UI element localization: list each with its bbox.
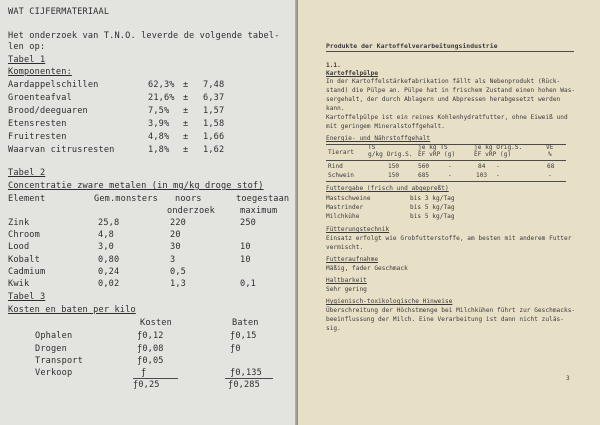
tabel2-gem: 0,02	[98, 279, 120, 289]
th-je-kg-ts: je kg TS	[418, 144, 448, 151]
tabel2-element: Lood	[8, 242, 30, 252]
tabel3-kosten: ƒ0,05	[137, 356, 164, 366]
tabel1-val: 6,37	[203, 93, 225, 103]
tabel1-pct: 4,8%	[148, 132, 170, 142]
tabel2-max: 10	[240, 255, 251, 265]
tabel1-val: 1,66	[203, 132, 225, 142]
baten-sum-line	[225, 378, 273, 379]
row-vrp2: -	[496, 163, 500, 170]
th-ve-unit: %	[548, 151, 552, 158]
th-ts: TS	[368, 144, 376, 151]
tabel3-total-kosten: ƒ0,25	[133, 380, 160, 390]
tabel1-name: Fruitresten	[8, 132, 67, 142]
table-head-rule	[326, 160, 566, 161]
tabel2-noors: 220	[170, 218, 186, 228]
table-bottom-rule	[326, 181, 566, 182]
futter-tier: Mastrinder	[326, 204, 364, 211]
tabel2-element: Chroom	[8, 230, 40, 240]
tabel2-gem: 25,8	[98, 218, 120, 228]
technik-text-2: vermischt.	[326, 244, 364, 251]
page-number: 3	[566, 375, 570, 382]
section-title: Kartoffelpülpe	[326, 70, 379, 77]
hygiene-line: Überschreitung der Höchstmenge bei Milchkühen führt zur Geschmacks-	[326, 307, 576, 314]
tabel2-element: Kwik	[8, 279, 30, 289]
row-ef: 560	[418, 163, 430, 170]
paragraph-line: mit geringem Mineralstoffgehalt.	[326, 123, 445, 130]
tabel3-header-kosten: Kosten	[140, 318, 172, 328]
tabel3-baten: ƒ0,135	[230, 368, 262, 378]
kosten-sum-line	[133, 378, 178, 379]
row-ve: 68	[547, 163, 555, 170]
hygiene-title: Hygienisch-toxikologische Hinweise	[326, 298, 453, 305]
tabel1-name: Etensresten	[8, 119, 67, 129]
paragraph-line: In der Kartoffelstärkefabrikation fällt als Nebenprodukt (Rück-	[326, 78, 561, 85]
tabel2-element: Zink	[8, 218, 30, 228]
tabel2-max: 250	[240, 218, 256, 228]
tabel1-name: Aardappelschillen	[8, 80, 99, 90]
tabel2-element: Kobalt	[8, 255, 40, 265]
tabel3-item: Transport	[35, 356, 83, 366]
left-page	[0, 0, 298, 425]
row-ef2: 103	[476, 172, 488, 179]
hygiene-line: beeinflussung der Milch. Eine Verarbeitung ist dann nicht zuläs-	[326, 316, 564, 323]
futter-tier: Milchkühe	[326, 213, 360, 220]
tabel2-element: Cadmium	[8, 267, 46, 277]
tabel2-header-element: Element	[8, 194, 46, 204]
tabel2-header-toegestaan: toegestaan	[236, 194, 290, 204]
tabel3-baten: ƒ0	[230, 344, 241, 354]
technik-title: Fütterungstechnik	[326, 226, 390, 233]
futter-menge: bis 5 kg/Tag	[410, 213, 455, 220]
tabel1-pm: ±	[183, 119, 189, 129]
paragraph-line: Kartoffelpülpe ist ein reines Kohlenhydratfutter, ohne Eiweiß und	[326, 114, 568, 121]
futter-menge: bis 3 kg/Tag	[410, 195, 455, 202]
row-tierart: Schwein	[328, 172, 355, 179]
aufnahme-title: Futteraufnahme	[326, 256, 379, 263]
row-vrp: -	[448, 172, 452, 179]
th-ts-unit: g/kg Orig.S.	[368, 151, 413, 158]
tabel2-noors: 3	[170, 255, 176, 265]
th-je-kg-orig: je kg Orig.S.	[474, 144, 523, 151]
futter-tier: Mastschweine	[326, 195, 371, 202]
th-ef-vrp-2: EF vRP (g)	[474, 151, 512, 158]
th-ve: VE	[546, 144, 554, 151]
paragraph-line: stand) die Pülpe an. Pülpe hat in frischem Zustand einen hohen Was-	[326, 87, 576, 94]
tabel2-gem: 0,80	[98, 255, 120, 265]
row-ve: -	[548, 172, 552, 179]
hygiene-line: sig.	[326, 325, 341, 332]
row-ts: 150	[388, 172, 400, 179]
intro-line-1: Het onderzoek van T.N.O. leverde de volgende tabel-	[8, 31, 280, 41]
technik-text: Einsatz erfolgt wie Grobfutterstoffe, am besten mit anderem Futter	[326, 235, 572, 242]
tabel3-item: Ophalen	[35, 331, 73, 341]
tabel3-total-baten: ƒ0,285	[228, 380, 260, 390]
th-tierart: Tierart	[328, 149, 355, 156]
tabel3-baten: ƒ0,15	[230, 331, 257, 341]
th-ef-vrp: EF vRP (g)	[418, 151, 456, 158]
tabel1-title: Tabel 1	[8, 55, 46, 65]
tabel3-kosten: ƒ0,08	[137, 344, 164, 354]
tabel1-pm: ±	[183, 93, 189, 103]
row-ef: 685	[418, 172, 430, 179]
left-heading: WAT CIJFERMATERIAAL	[8, 7, 110, 17]
tabel1-val: 1,57	[203, 106, 225, 116]
tabel1-pct: 3,9%	[148, 119, 170, 129]
tabel2-header-onderzoek: onderzoek	[167, 206, 215, 216]
energie-title: Energie- und Nährstoffgehalt	[326, 135, 431, 142]
tabel1-name: Waarvan citrusresten	[8, 145, 115, 155]
tabel1-name: Groenteafval	[8, 93, 72, 103]
tabel1-pm: ±	[183, 80, 189, 90]
tabel1-pct: 62,3%	[148, 80, 175, 90]
tabel3-header-baten: Baten	[232, 318, 259, 328]
tabel2-gem: 3,0	[98, 242, 114, 252]
tabel1-pm: ±	[183, 132, 189, 142]
tabel2-max: 0,1	[240, 279, 256, 289]
haltbarkeit-text: Sehr gering	[326, 286, 367, 293]
tabel2-gem: 0,24	[98, 267, 120, 277]
row-tierart: Rind	[328, 163, 343, 170]
header-rule	[326, 51, 574, 52]
row-vrp: -	[448, 163, 452, 170]
futter-menge: bis 5 kg/Tag	[410, 204, 455, 211]
row-vrp2: -	[496, 172, 500, 179]
tabel1-pct: 1,8%	[148, 145, 170, 155]
tabel3-subtitle: Kosten en baten per kilo	[8, 305, 136, 315]
tabel2-noors: 20	[170, 230, 181, 240]
tabel2-gem: 4,8	[98, 230, 114, 240]
tabel3-title: Tabel 3	[8, 292, 46, 302]
tabel1-val: 1,58	[203, 119, 225, 129]
tabel3-item: Drogen	[35, 344, 67, 354]
tabel1-pm: ±	[183, 106, 189, 116]
aufnahme-text: Mäßig, fader Geschmack	[326, 265, 408, 272]
intro-line-2: len op:	[8, 42, 46, 52]
tabel2-noors: 30	[170, 242, 181, 252]
futtergabe-title: Futtergabe (frisch und abgepreßt)	[326, 185, 449, 192]
paragraph-line: kann.	[326, 105, 345, 112]
tabel1-pm: ±	[183, 145, 189, 155]
right-header: Produkte der Kartoffelverarbeitungsindustrie	[326, 42, 498, 50]
tabel2-max: 10	[240, 242, 251, 252]
haltbarkeit-title: Haltbarkeit	[326, 277, 367, 284]
tabel2-header-noors: noors	[175, 194, 202, 204]
tabel2-noors: 0,5	[170, 267, 186, 277]
tabel3-item: Verkoop	[35, 368, 73, 378]
tabel1-name: Brood/deeguaren	[8, 106, 88, 116]
tabel2-title: Tabel 2	[8, 168, 46, 178]
section-number: 1.1.	[326, 62, 341, 69]
row-ef2: 84	[478, 163, 486, 170]
tabel1-pct: 7,5%	[148, 106, 170, 116]
row-ts: 150	[388, 163, 400, 170]
tabel1-val: 7,48	[203, 80, 225, 90]
tabel2-header-gem: Gem.monsters	[94, 194, 158, 204]
tabel1-subtitle: Komponenten:	[8, 67, 72, 77]
tabel2-subtitle: Concentratie zware metalen (in mg/kg droge stof)	[8, 181, 264, 191]
tabel2-noors: 1,3	[170, 279, 186, 289]
tabel1-val: 1,62	[203, 145, 225, 155]
tabel2-header-maximum: maximum	[240, 206, 278, 216]
tabel3-kosten: ƒ0,12	[137, 331, 164, 341]
right-page	[298, 0, 600, 425]
tabel1-pct: 21,6%	[148, 93, 175, 103]
paragraph-line: sergehalt, der durch Ablagern und Abpressen herabgesetzt werden	[326, 96, 561, 103]
tabel3-kosten: ƒ	[141, 368, 147, 378]
